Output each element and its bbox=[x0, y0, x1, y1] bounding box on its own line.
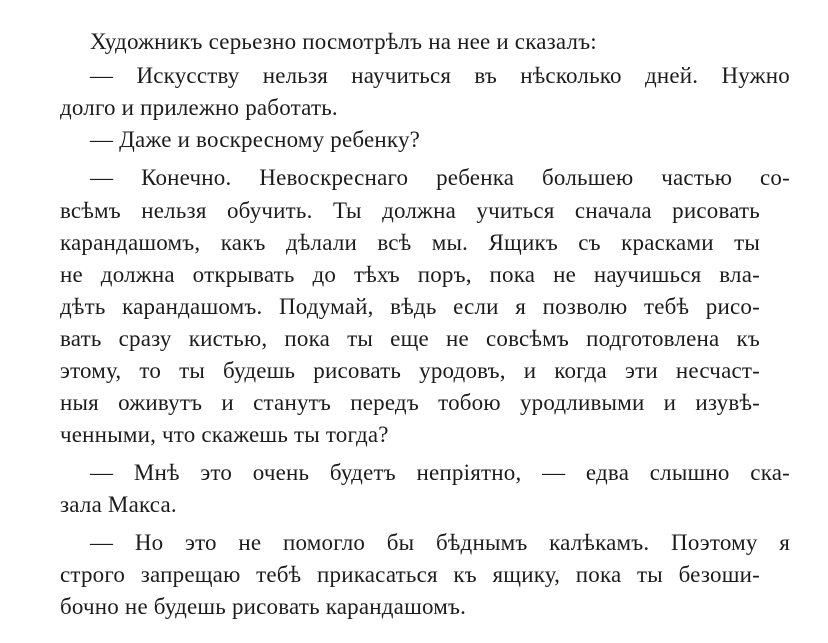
text-line-11: этому, то ты будешь рисовать уродовъ, и когда эти несчаст- bbox=[60, 358, 760, 383]
text-line-7: карандашомъ, какъ дѣлали всѣ мы. Ящикъ съ красками ты bbox=[60, 230, 760, 255]
text-line-2: — Искусству нельзя научиться въ нѣсколько дней. Нужно bbox=[90, 63, 790, 88]
text-line-1: Художникъ серьезно посмотрѣлъ на нее и сказалъ: bbox=[90, 29, 597, 54]
text-line-14: — Мнѣ это очень будетъ непріятно, — едва слышно ска- bbox=[90, 460, 790, 485]
text-line-10: вать сразу кистью, пока ты еще не совсѣмъ подготовлена къ bbox=[60, 326, 760, 351]
text-line-3: долго и прилежно работать. bbox=[60, 95, 338, 120]
text-line-18: бочно не будешь рисовать карандашомъ. bbox=[60, 594, 467, 619]
text-line-8: не должна открывать до тѣхъ поръ, пока не научишься вла- bbox=[60, 262, 760, 287]
text-line-4: — Даже и воскресному ребенку? bbox=[90, 127, 421, 152]
text-line-5: — Конечно. Невоскреснаго ребенка большею частью со- bbox=[90, 165, 790, 190]
text-line-15: зала Макса. bbox=[60, 492, 177, 517]
text-line-12: ныя оживутъ и станутъ передъ тобою уродливыми и изувѣ- bbox=[60, 390, 760, 415]
text-line-6: всѣмъ нельзя обучить. Ты должна учиться сначала рисовать bbox=[60, 198, 760, 223]
text-line-13: ченными, что скажешь ты тогда? bbox=[60, 422, 389, 447]
text-line-16: — Но это не помогло бы бѣднымъ калѣкамъ. Поэтому я bbox=[90, 530, 790, 555]
text-line-17: строго запрещаю тебѣ прикасаться къ ящику, пока ты безоши- bbox=[60, 562, 760, 587]
text-line-9: дѣть карандашомъ. Подумай, вѣдь если я позволю тебѣ рисо- bbox=[60, 294, 760, 319]
